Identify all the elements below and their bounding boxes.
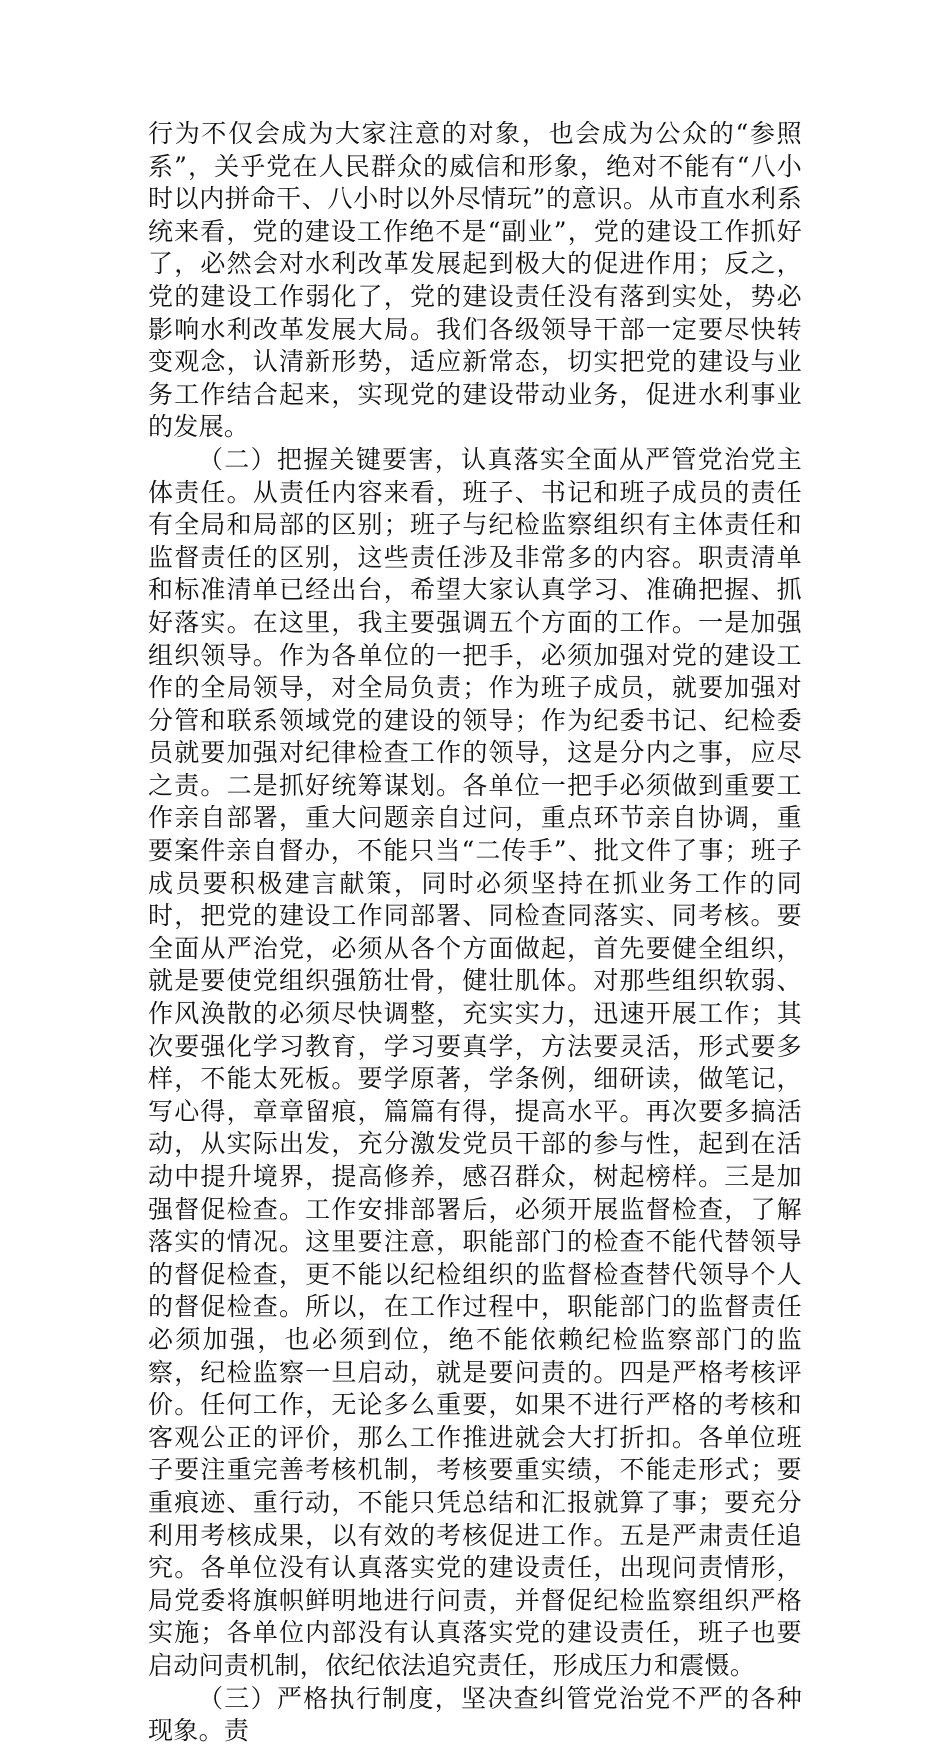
paragraph-section-two: （二）把握关键要害，认真落实全面从严管党治党主体责任。从责任内容来看，班子、书记和班子成员的责任有全局和局部的区别；班子与纪检监察组织有主体责任和监督责任的区别，这些责任涉及非常多的内容。职责清单和标准清单已经出台，希望大家认真学习、准确把握、抓好落实。在这里，我主要强调五个方面的工作。一是加强组织领导。作为各单位的一把手，必须加强对党的建设工作的全局领导，对全局负责；作为班子成员，就要加强对分管和联系领域党的建设的领导；作为纪委书记、纪检委员就要加强对纪律检查工作的领导，这是分内之事，应尽之责。二是抓好统筹谋划。各单位一把手必须做到重要工作亲自部署，重大问题亲自过问，重点环节亲自协调，重要案件亲自督办，不能只当“二传手”、批文件了事；班子成员要积极建言献策，同时必须坚持在抓业务工作的同时，把党的建设工作同部署、同检查同落实、同考核。要全面从严治党，必须从各个方面做起，首先要健全组织，就是要使党组织强筋壮骨，健壮肌体。对那些组织软弱、作风涣散的必须尽快调整，充实实力，迅速开展工作；其次要强化学习教育，学习要真学，方法要灵活，形式要多样，不能太死板。要学原著，学条例，细研读，做笔记，写心得，章章留痕，篇篇有得，提高水平。再次要多搞活动，从实际出发，充分激发党员干部的参与性，起到在活动中提升境界，提高修养，感召群众，树起榜样。三是加强督促检查。工作安排部署后，必须开展监督检查，了解落实的情况。这里要注意，职能部门的检查不能代替领导的督促检查，更不能以纪检组织的监督检查替代领导个人的督促检查。所以，在工作过程中，职能部门的监督责任必须加强，也必须到位，绝不能依赖纪检监察部门的监察，纪检监察一旦启动，就是要问责的。四是严格考核评价。任何工作，无论多么重要，如果不进行严格的考核和客观公正的评价，那么工作推进就会大打折扣。各单位班子要注重完善考核机制，考核要重实绩，不能走形式；要重痕迹、重行动，不能只凭总结和汇报就算了事；要充分利用考核成果，以有效的考核促进工作。五是严肃责任追究。各单位没有认真落实党的建设责任，出现问责情形，局党委将旗帜鲜明地进行问责，并督促纪检监察组织严格实施；各单位内部没有认真落实党的建设责任，班子也要启动问责机制，依纪依法追究责任，形成压力和震慑。: [148, 444, 802, 1680]
document-body: [148, 118, 802, 1748]
paragraph-continuation: 行为不仅会成为大家注意的对象，也会成为公众的“参照系”，关乎党在人民群众的威信和形象，绝对不能有“八小时以内拼命干、八小时以外尽情玩”的意识。从市直水利系统来看，党的建设工作绝不是“副业”，党的建设工作抓好了，必然会对水利改革发展起到极大的促进作用；反之，党的建设工作弱化了，党的建设责任没有落到实处，势必影响水利改革发展大局。我们各级领导干部一定要尽快转变观念，认清新形势，适应新常态，切实把党的建设与业务工作结合起来，实现党的建设带动业务，促进水利事业的发展。: [148, 119, 802, 442]
paragraph-section-three: （三）严格执行制度，坚决查纠管党治党不严的各种现象。责: [148, 1683, 802, 1746]
